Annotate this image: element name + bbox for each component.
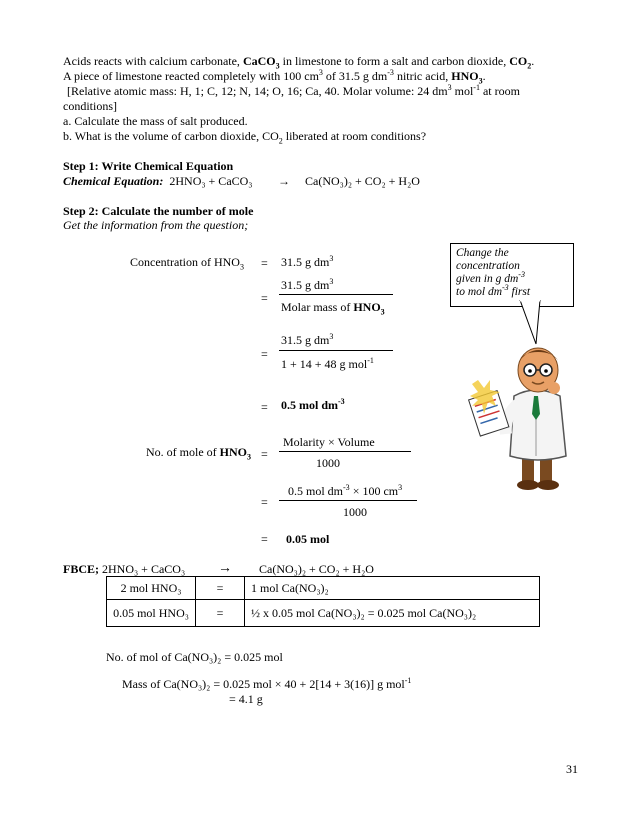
mass-salt-result: = 4.1 g xyxy=(229,692,263,706)
conc-value: 31.5 g $dm^3$ xyxy=(281,254,334,269)
table-row xyxy=(107,600,540,627)
mass-salt-line: Mass of Ca(NO₃)₂ = 0.025 mol × 40 + 2[14 + 3(16)] g mol$^{-1}$ xyxy=(122,676,412,691)
fraction1-bar xyxy=(279,294,393,295)
table-row xyxy=(107,577,540,600)
fraction1-denominator: Molar mass of $HNO_3$ xyxy=(281,300,385,317)
fraction3-numerator: Molarity × Volume xyxy=(283,435,375,449)
mole-result: 0.05 mol xyxy=(286,532,330,546)
fraction4-bar xyxy=(279,500,417,501)
equals-sign: = xyxy=(261,256,268,270)
conc-label: Concentration of $HNO_3$ xyxy=(130,255,244,272)
fraction2-bar xyxy=(279,350,393,351)
problem-line-3: [Relative atomic mass: H, 1; C, 12; N, 14; O, 16; Ca, 40. Molar volume: 24 $dm^3$ mol$^{-1}$ at room xyxy=(67,83,520,98)
equals-sign: = xyxy=(261,532,268,546)
callout-line: to mol $dm^{-3}$ first xyxy=(456,283,531,298)
equals-sign: = xyxy=(261,400,268,414)
table-cell: ½ x 0.05 mol Ca(NO₃)₂ = 0.025 mol Ca(NO₃)₂ xyxy=(245,600,540,627)
fraction1-numerator: 31.5 g $dm^3$ xyxy=(281,277,334,292)
equals-sign: = xyxy=(261,447,268,461)
equals-sign: = xyxy=(261,495,268,509)
moles-salt-line: No. of mol of Ca(NO₃)₂ = 0.025 mol xyxy=(106,650,283,664)
fraction3-bar xyxy=(279,451,411,452)
fraction4-numerator: 0.5 mol $dm^{-3} \times 100$ $cm^3$ xyxy=(288,483,403,498)
problem-line-4: conditions] xyxy=(63,99,117,113)
step1-arrow: → xyxy=(278,174,290,188)
callout-line: Change the xyxy=(456,247,509,259)
step2-subtitle: Get the information from the question; xyxy=(63,218,249,232)
equals-sign: = xyxy=(261,347,268,361)
callout-bubble xyxy=(450,243,574,307)
table-cell: 2 mol HNO₃ xyxy=(107,577,196,600)
mole-label: No. of mole of $HNO_3$ xyxy=(146,445,251,462)
table-cell: 1 mol Ca(NO₃)₂ xyxy=(245,577,540,600)
problem-line-1: Acids reacts with calcium carbonate, CaCO$_3$ in limestone to form a salt and carbon dioxide, $CO_2$. xyxy=(63,54,535,71)
fraction2-numerator: 31.5 g $dm^3$ xyxy=(281,332,334,347)
step1-equation: Chemical Equation: 2HNO₃ + CaCO₃ xyxy=(63,174,253,188)
fbce-rhs: Ca(NO₃)₂ + CO₂ + H₂O xyxy=(259,562,374,576)
question-a: a. Calculate the mass of salt produced. xyxy=(63,114,248,128)
problem-line-2: A piece of limestone reacted completely with 100 $cm^3$ of 31.5 g $dm^{-3}$ nitric acid, $HNO_3$. xyxy=(63,68,486,86)
step1-rhs: Ca(NO₃)₂ + CO₂ + H₂O xyxy=(305,174,420,188)
question-b: b. What is the volume of carbon dioxide, $CO_2$ liberated at room conditions? xyxy=(63,129,427,146)
table-cell: = xyxy=(196,600,245,627)
fraction2-denominator: 1 + 14 + 48 g mol$^{-1}$ xyxy=(281,356,374,371)
table-cell: 0.05 mol HNO₃ xyxy=(107,600,196,627)
callout-pointer xyxy=(510,300,550,348)
page-number: 31 xyxy=(566,762,578,776)
fbce-line: FBCE; 2HNO₃ + CaCO₃ xyxy=(63,562,186,576)
mole-ratio-table xyxy=(106,576,540,627)
step2-title: Step 2: Calculate the number of mole xyxy=(63,204,254,218)
fraction3-denominator: 1000 xyxy=(316,456,340,470)
scientist-illustration xyxy=(466,344,576,494)
fbce-arrow: → xyxy=(218,561,232,576)
equals-sign: = xyxy=(261,291,268,305)
concentration-result: 0.5 mol $dm^{-3}$ xyxy=(281,397,345,412)
step1-title: Step 1: Write Chemical Equation xyxy=(63,159,234,173)
callout-line: given in g $dm^{-3}$ xyxy=(456,270,525,285)
table-cell: = xyxy=(196,577,245,600)
fraction4-denominator: 1000 xyxy=(343,505,367,519)
callout-line: concentration xyxy=(456,260,520,272)
